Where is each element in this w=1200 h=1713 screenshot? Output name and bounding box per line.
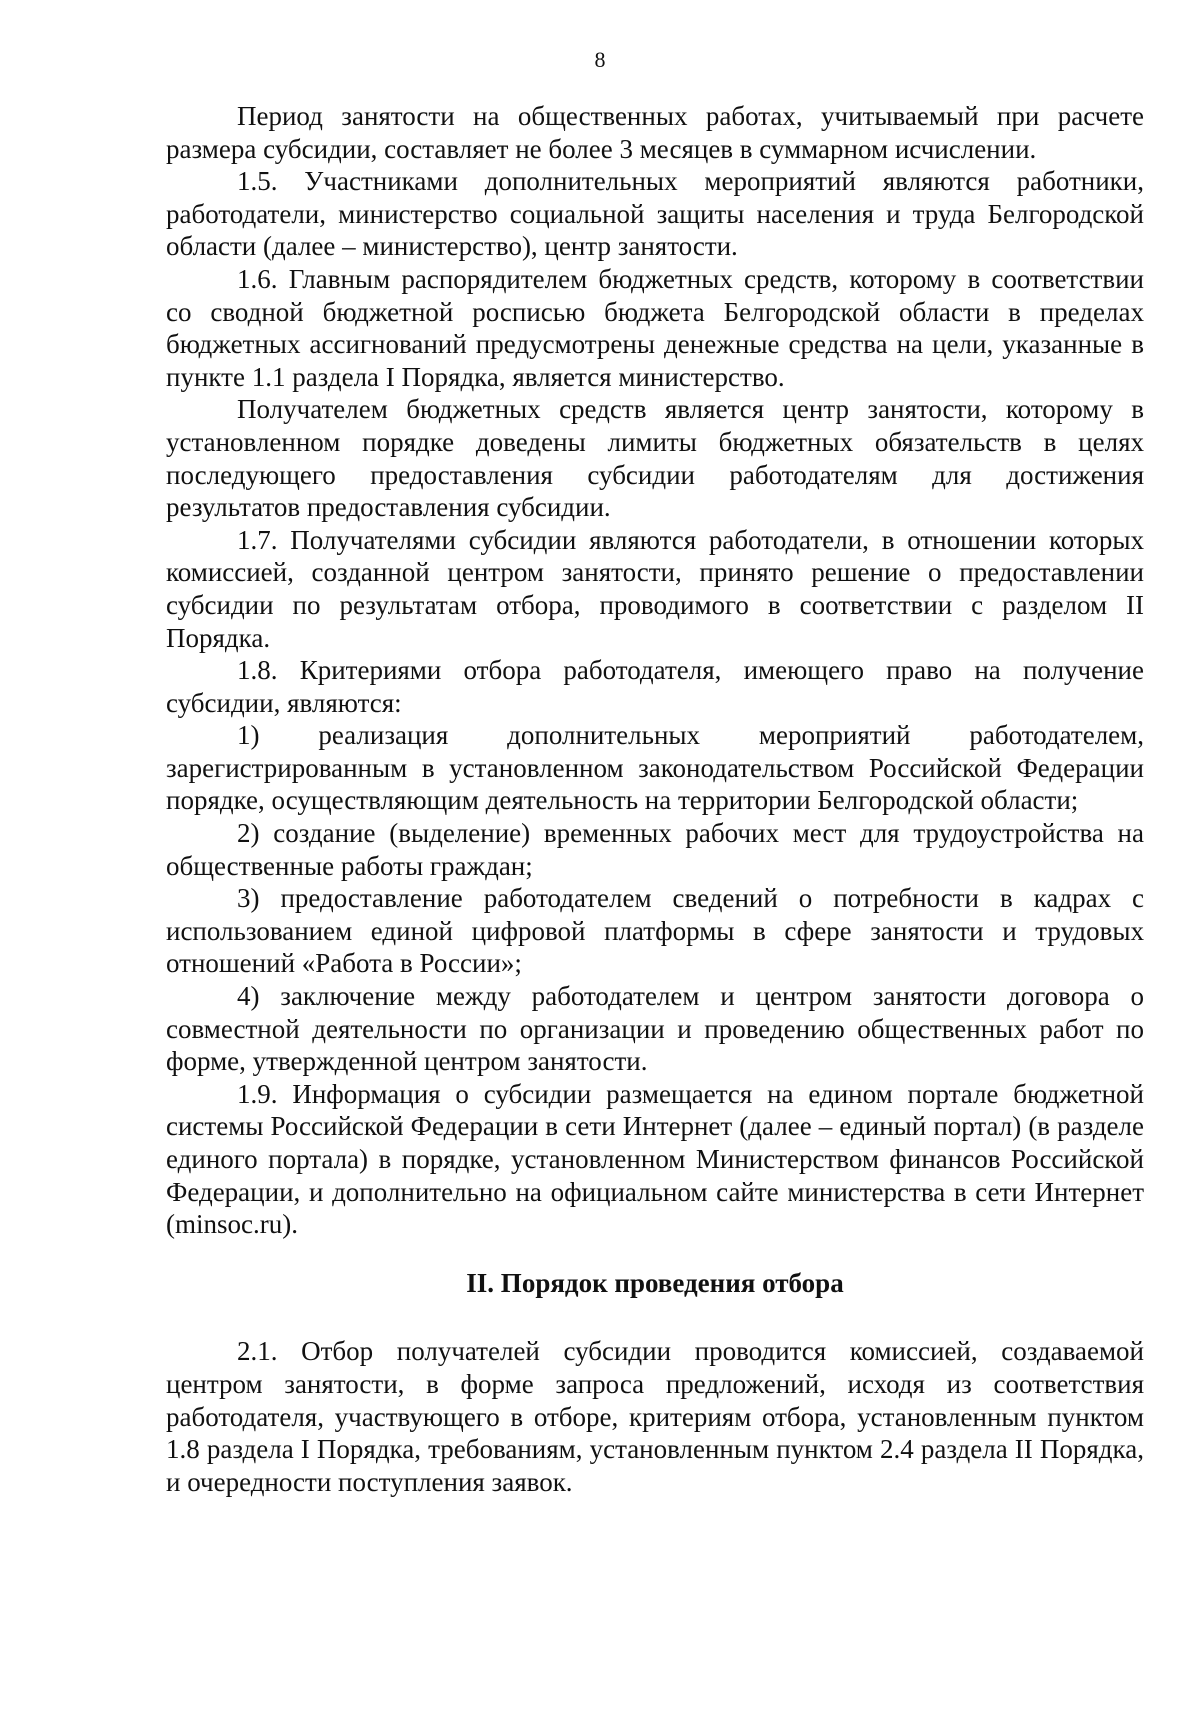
document-body xyxy=(166,100,1144,1498)
paragraph-1-9: 1.9. Информация о субсидии размещается на едином портале бюджетной системы Российской Федерации в сети Интернет (далее – единый портал) (в разделе единого портала) в порядке, установленном Министерством финансов Российской Федерации, и дополнительно на официальном сайте министерства в сети Интернет (minsoc.ru). xyxy=(166,1078,1144,1240)
paragraph-1-7: 1.7. Получателями субсидии являются работодатели, в отношении которых комиссией, созданной центром занятости, принято решение о предоставлении субсидии по результатам отбора, проводимого в соответствии с разделом II Порядка. xyxy=(166,524,1144,653)
criterion-3: 3) предоставление работодателем сведений о потребности в кадрах с использованием единой цифровой платформы в сфере занятости и трудовых отношений «Работа в России»; xyxy=(166,883,1144,979)
paragraph-2-1: 2.1. Отбор получателей субсидии проводится комиссией, создаваемой центром занятости, в форме запроса предложений, исходя из соответствия работодателя, участвующего в отборе, критериям отбора, установленным пунктом 1.8 раздела I Порядка, требованиям, установленным пунктом 2.4 раздела II Порядка, и очередности поступления заявок. xyxy=(166,1336,1144,1497)
paragraph-1-5: 1.5. Участниками дополнительных мероприятий являются работники, работодатели, министерство социальной защиты населения и труда Белгородской области (далее – министерство), центр занятости. xyxy=(166,166,1144,262)
criterion-1: 1) реализация дополнительных мероприятий работодателем, зарегистрированным в установленном законодательством Российской Федерации порядке, осуществляющим деятельность на территории Белгородской области; xyxy=(166,720,1144,816)
paragraph-1-8: 1.8. Критериями отбора работодателя, имеющего право на получение субсидии, являются: xyxy=(166,655,1144,718)
paragraph-budget-recipient: Получателем бюджетных средств является центр занятости, которому в установленном порядке доведены лимиты бюджетных обязательств в целях последующего предоставления субсидии работодателям для достижения результатов предоставления субсидии. xyxy=(166,394,1144,523)
page-number: 8 xyxy=(594,47,606,72)
paragraph-1-6: 1.6. Главным распорядителем бюджетных средств, которому в соответствии со сводной бюджетной росписью бюджета Белгородской области в пределах бюджетных ассигнований предусмотрены денежные средства на цели, указанные в пункте 1.1 раздела I Порядка, является министерство. xyxy=(166,263,1144,392)
criterion-2: 2) создание (выделение) временных рабочих мест для трудоустройства на общественные работы граждан; xyxy=(166,818,1144,881)
criterion-4: 4) заключение между работодателем и центром занятости договора о совместной деятельности по организации и проведению общественных работ по форме, утвержденной центром занятости. xyxy=(166,981,1144,1077)
section-heading: II. Порядок проведения отбора xyxy=(466,1267,844,1298)
paragraph-public-works-period: Период занятости на общественных работах, учитываемый при расчете размера субсидии, составляет не более 3 месяцев в суммарном исчислении. xyxy=(166,101,1144,164)
